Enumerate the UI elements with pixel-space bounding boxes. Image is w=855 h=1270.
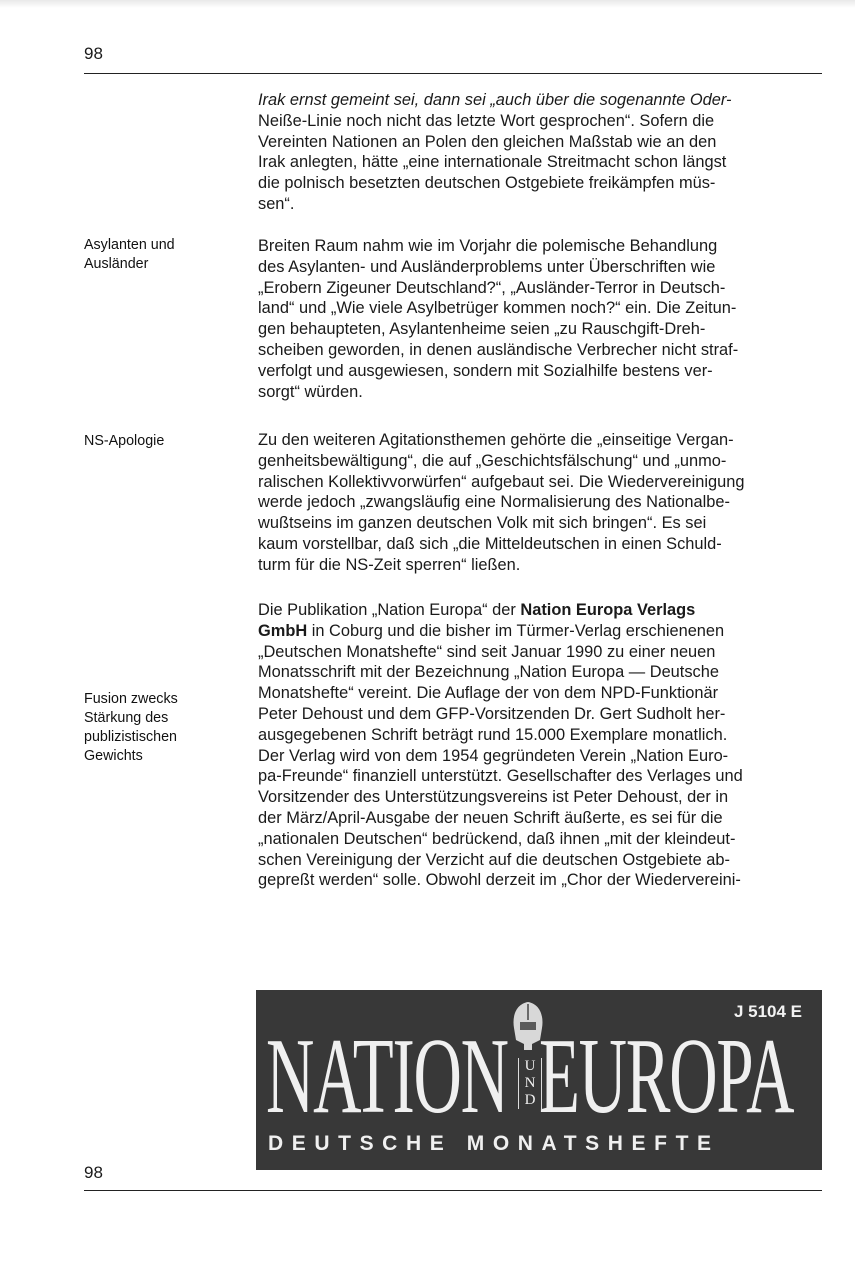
paragraph-2 xyxy=(258,236,822,402)
text-line: Peter Dehoust und dem GFP-Vorsitzenden Dr. Gert Sudholt her- xyxy=(258,704,726,723)
text-line: Vorsitzender des Unterstützungsvereins ist Peter Dehoust, der in xyxy=(258,788,729,807)
issue-code: J 5104 E xyxy=(733,1002,802,1021)
und-letter: N xyxy=(524,1075,536,1091)
sidebar-heading-line: Gewichts xyxy=(84,748,143,764)
text-line: genheitsbewältigung“, die auf „Geschichtsfälschung“ und „unmo- xyxy=(258,451,727,470)
text-line: Der Verlag wird von dem 1954 gegründeten Verein „Nation Euro- xyxy=(258,746,729,765)
text-line: wußtseins im ganzen deutschen Volk mit sich bringen“. Es sei xyxy=(258,514,707,533)
text-line: Monatshefte“ vereint. Die Auflage der von dem NPD-Funktionär xyxy=(258,684,719,703)
text-line: Irak anlegten, hätte „eine internationale Streitmacht schon längst xyxy=(258,153,727,172)
footer-page-number: 98 xyxy=(84,1163,103,1182)
sidebar-heading-line: NS-Apologie xyxy=(84,433,165,449)
text-line: Zu den weiteren Agitationsthemen gehörte die „einseitige Vergan- xyxy=(258,431,734,449)
text-line: ralischen Kollektivvorwürfen“ aufgebaut sei. Die Wiedervereinigung xyxy=(258,472,745,491)
paragraph-3 xyxy=(258,430,822,576)
text-line: Vereinten Nationen an Polen den gleichen Maßstab wie an den xyxy=(258,132,717,151)
footer-rule xyxy=(84,1190,822,1191)
text-line: „Deutschen Monatshefte“ sind seit Januar 1990 zu einer neuen xyxy=(258,642,716,661)
masthead-word-right: EUROPA xyxy=(539,1017,794,1136)
sidebar-heading-line: Fusion zwecks xyxy=(84,691,178,707)
text-line: pa-Freunde“ finanziell unterstützt. Gesellschafter des Verlages und xyxy=(258,767,743,786)
text-line: kaum vorstellbar, daß sich „die Mitteldeutschen in einen Schuld- xyxy=(258,534,722,553)
text-line: Irak ernst gemeint sei, dann sei „auch über die sogenannte Oder- xyxy=(258,91,732,109)
text-line: des Asylanten- und Ausländerproblems unter Überschriften wie xyxy=(258,257,716,276)
text-line: der März/April-Ausgabe der neuen Schrift äußerte, es sei für die xyxy=(258,808,723,827)
paragraph-4 xyxy=(258,600,822,891)
text-line: Neiße-Linie noch nicht das letzte Wort gesprochen“. Sofern die xyxy=(258,111,715,130)
und-letter: U xyxy=(524,1058,536,1074)
sidebar-heading-asylum xyxy=(84,236,234,274)
text-line xyxy=(258,621,822,642)
text-line xyxy=(258,600,822,621)
text-line: land“ und „Wie viele Asylbetrüger kommen noch?“ ein. Die Zeitun- xyxy=(258,299,737,318)
sidebar-heading-ns xyxy=(84,432,234,451)
text-line: turm für die NS-Zeit sperren“ ließen. xyxy=(258,555,521,574)
sidebar-heading-line: Asylanten und xyxy=(84,237,175,253)
header-rule xyxy=(84,73,822,74)
masthead-word-left: NATION xyxy=(266,1017,508,1136)
text-line: „nationalen Deutschen“ bedrückend, daß ihnen „mit der kleindeut- xyxy=(258,829,736,848)
sidebar-heading-line: Stärkung des xyxy=(84,710,169,726)
text-line: werde jedoch „zwangsläufig eine Normalisierung des Nationalbe- xyxy=(258,493,730,512)
publisher-name: Nation Europa Verlags xyxy=(520,601,696,619)
scan-edge xyxy=(0,0,855,8)
page-number: 98 xyxy=(84,44,103,63)
text-line: ausgegebenen Schrift beträgt rund 15.000 Exemplare monatlich. xyxy=(258,725,728,744)
und-letter: D xyxy=(524,1092,536,1108)
text-run: in Coburg und die bisher im Türmer-Verlag erschienenen xyxy=(307,621,725,640)
sidebar-heading-line: Ausländer xyxy=(84,256,149,272)
masthead-subtitle: DEUTSCHE MONATSHEFTE xyxy=(268,1132,720,1155)
text-line: gepreßt werden“ solle. Obwohl derzeit im „Chor der Wiedervereini- xyxy=(258,871,741,890)
text-line: „Erobern Zigeuner Deutschland?“, „Ausländer-Terror in Deutsch- xyxy=(258,278,726,297)
text-line: sorgt“ würden. xyxy=(258,382,363,401)
sidebar-heading-line: publizistischen xyxy=(84,729,177,745)
text-line: Breiten Raum nahm wie im Vorjahr die polemische Behandlung xyxy=(258,237,718,255)
text-line: verfolgt und ausgewiesen, sondern mit Sozialhilfe bestens ver- xyxy=(258,361,713,380)
text-line: schen Vereinigung der Verzicht auf die deutschen Ostgebiete ab- xyxy=(258,850,730,869)
text-line: Monatsschrift mit der Bezeichnung „Nation Europa — Deutsche xyxy=(258,663,719,682)
publisher-name: GmbH xyxy=(258,621,308,640)
text-run: Die Publikation „Nation Europa“ der xyxy=(258,601,521,619)
sidebar-heading-fusion xyxy=(84,690,234,766)
text-line: sen“. xyxy=(258,194,295,213)
text-line: scheiben geworden, in denen ausländische Verbrecher nicht straf- xyxy=(258,340,739,359)
text-line: die polnisch besetzten deutschen Ostgebiete freikämpfen müs- xyxy=(258,174,716,193)
paragraph-1 xyxy=(258,90,822,215)
magazine-masthead xyxy=(256,990,822,1170)
text-line: gen behaupteten, Asylantenheime seien „zu Rauschgift-Dreh- xyxy=(258,320,706,339)
